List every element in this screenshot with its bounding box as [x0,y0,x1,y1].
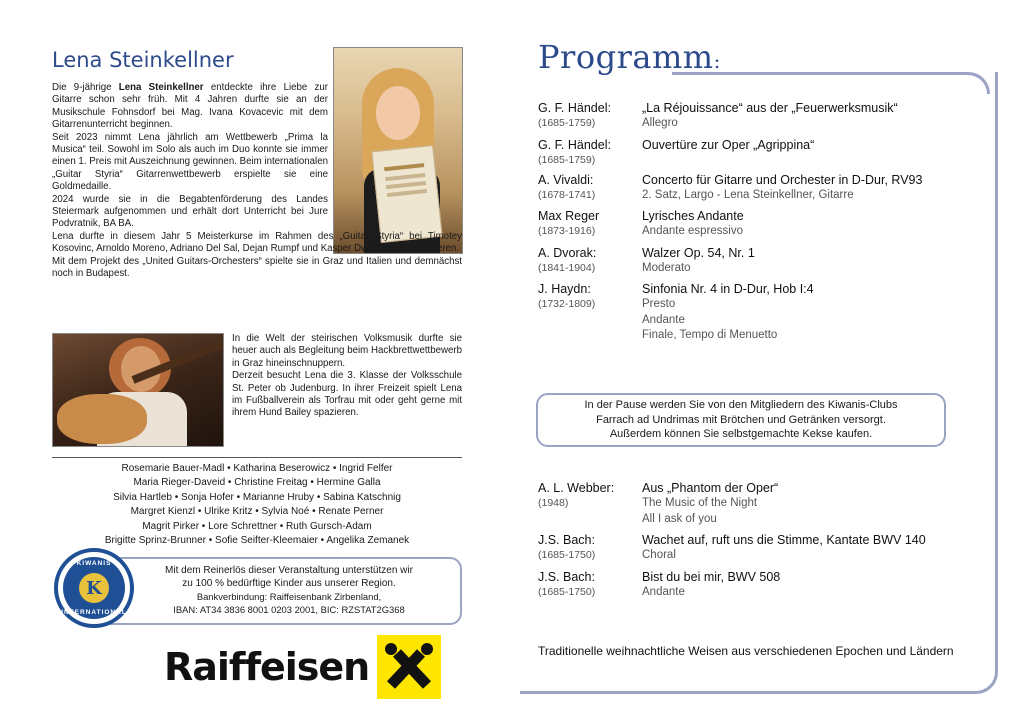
program-item [538,533,978,564]
pause-line: In der Pause werden Sie von den Mitgliedern des Kiwanis-Clubs [584,399,898,411]
bio-paragraph: Derzeit besucht Lena die 3. Klasse der Volksschule St. Peter ob Judenburg. In ihrer Freizeit spielt Lena im Fußballverein als Torfrau mit oder geht gerne mit ihrem Hund Bailey spazieren. [232,370,462,419]
program-item [538,481,978,527]
work-movement: Moderato [642,261,691,274]
work-movement: Choral [642,549,676,561]
composer-dates: (1685-1750) [538,549,596,561]
kiwanis-logo: KIWANIS K INTERNATIONAL [54,548,134,628]
divider [52,457,462,458]
program-item [538,282,978,344]
composer: J.S. Bach: [538,569,595,584]
bio-name: Lena Steinkellner [118,82,204,93]
composer-dates: (1685-1750) [538,585,596,598]
bio-paragraph: In die Welt der steirischen Volksmusik durfte sie heuer auch als Begleitung beim Hackbrettwettbewerb in Graz hineinschnuppern. [232,333,462,369]
names-line: Silvia Hartleb • Sonja Hofer • Marianne Hruby • Sabina Katschnig [113,491,401,503]
work-title: Ouvertüre zur Oper „Agrippina“ [642,137,815,152]
names-line: Maria Rieger-Daveid • Christine Freitag • Hermine Galla [133,477,381,489]
composer: J.S. Bach: [538,533,595,547]
composer: J. Haydn: [538,282,591,296]
composer: A. Vivaldi: [538,172,594,187]
iban-line: IBAN: AT34 3836 8001 0203 2001, BIC: RZSTAT2G368 [173,604,405,615]
work-title: Concerto für Gitarre und Orchester in D-Dur, RV93 [642,172,923,187]
names-line: Magrit Pirker • Lore Schrettner • Ruth Gursch-Adam [142,520,372,532]
work-movement: 2. Satz, Largo - Lena Steinkellner, Gitarre [642,188,854,201]
bio-paragraph: Mit dem Projekt des „United Guitars-Orchesters“ spielte sie in Graz und Italien und demnächst noch in Budapest. [52,255,462,280]
pause-line: Farrach ad Undrimas mit Brötchen und Getränken versorgt. [596,413,886,426]
bio-title: Lena Steinkellner [52,48,234,72]
program-item [538,173,978,204]
bio-paragraph: 2024 wurde sie in die Begabtenförderung des Landes Steiermark aufgenommen und erhält dort Unterricht bei Jure Podvratnik, BA BA. [52,193,328,230]
composer: G. F. Händel: [538,101,611,115]
bio-text-narrow [232,333,462,420]
program-item [538,101,978,132]
right-page [512,0,1024,723]
bank-line: Bankverbindung: Raiffeisenbank Zirbenland, [196,591,382,602]
work-title: Lyrisches Andante [642,209,744,223]
program-item [538,209,978,240]
program-item [538,138,978,167]
composer-dates: (1685-1759) [538,117,596,129]
work-movement: Allegro [642,117,678,129]
names-line: Rosemarie Bauer-Madl • Katharina Beserowicz • Ingrid Felfer [121,463,393,474]
work-movement: Presto [642,298,676,310]
program-list-2 [538,481,978,606]
bio-paragraph: Seit 2023 nimmt Lena jährlich am Wettbewerb „Prima la Musica“ teil. Sowohl im Solo als auch im Duo konnte sie immer einen 1. Preis mit Auszeichnung gewinnen. Beim internationalen „Guitar Styria“ Gitarrenwettbewerb erspielte sie eine Goldmedaille. [52,131,328,193]
program-title: Programm: [538,38,721,76]
raiffeisen-gable-cross-icon [377,635,441,699]
member-names [52,462,462,548]
composer-dates: (1732-1809) [538,298,596,310]
program-list [538,101,978,350]
work-movement: Andante [642,585,685,598]
work-title: Wachet auf, ruft uns die Stimme, Kantate BWV 140 [642,533,926,547]
pause-line: Außerdem können Sie selbstgemachte Kekse kaufen. [609,428,873,440]
work-title: Aus „Phantom der Oper“ [642,481,779,495]
names-line: Brigitte Sprinz-Brunner • Sofie Seifter-Kleemaier • Angelika Zemanek [104,535,410,547]
composer: A. Dvorak: [538,245,597,260]
work-title: Bist du bei mir, BWV 508 [642,569,781,584]
work-movement: Andante [642,313,685,326]
bio-paragraph: Lena durfte in diesem Jahr 5 Meisterkurse im Rahmen des „Guitar Styria“ bei Timotey Kosovinc, Arnoldo Moreno, Adriano Del Sal, Dejan Rumpf und Kasper Dworniczak absolvieren. [52,230,462,255]
donation-box [98,557,462,625]
bio-paragraph: Die 9-jährige Lena Steinkellner entdeckte ihre Liebe zur Gitarre schon sehr früh. Mit 4 Jahren durfte sie an der Musikschule Fohnsdorf bei Mag. Ivana Kovacevic mit dem Gitarrenunterricht beginnen. [52,82,328,131]
guitar-photo [52,333,224,447]
bio-text [52,82,462,281]
composer: Max Reger [538,209,600,223]
raiffeisen-logo [164,636,441,698]
raiffeisen-wordmark: Raiffeisen [164,645,370,689]
composer: A. L. Webber: [538,481,615,495]
work-movement: The Music of the Night [642,497,758,509]
names-line: Margret Kienzl • Ulrike Kritz • Sylvia Noé • Renate Perner [130,506,384,518]
composer-dates: (1685-1759) [538,153,596,166]
donation-line: Mit dem Reinerlös dieser Veranstaltung unterstützen wir [165,565,413,576]
work-movement: All I ask of you [642,512,717,525]
donation-line: zu 100 % bedürftige Kinder aus unserer Region. [182,578,396,589]
composer-dates: (1841-1904) [538,261,596,274]
program-item [538,570,978,601]
composer-dates: (1948) [538,497,569,509]
program-item [538,246,978,277]
work-title: Sinfonia Nr. 4 in D-Dur, Hob I:4 [642,282,814,296]
closing-note: Traditionelle weihnachtliche Weisen aus verschiedenen Epochen und Ländern [538,644,954,658]
work-title: Walzer Op. 54, Nr. 1 [642,245,755,260]
work-title: „La Réjouissance“ aus der „Feuerwerksmusik“ [642,101,898,115]
composer-dates: (1873-1916) [538,225,596,237]
work-movement: Finale, Tempo di Menuetto [642,329,778,341]
pause-notice [536,393,946,447]
composer-dates: (1678-1741) [538,188,596,201]
work-movement: Andante espressivo [642,225,744,237]
composer: G. F. Händel: [538,137,611,152]
